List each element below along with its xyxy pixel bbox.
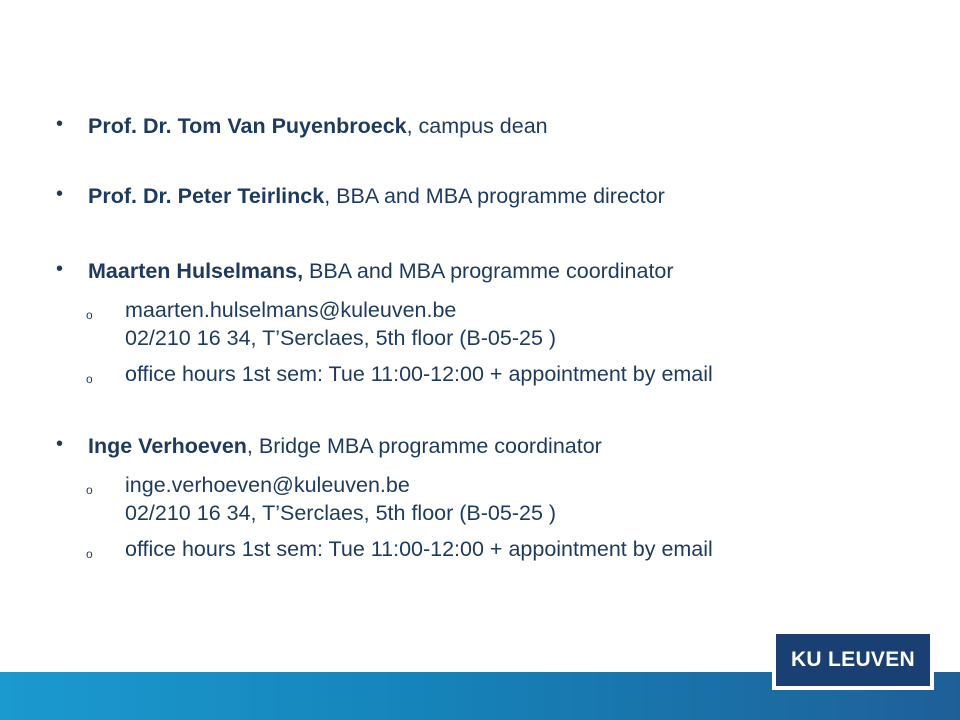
person-item-director [0, 181, 960, 215]
phone-location: 02/210 16 34, T’Serclaes, 5th floor (B-05-25 ) [125, 501, 557, 525]
sub-bullet-icon: o [86, 308, 93, 322]
person-role: , campus dean [406, 114, 548, 138]
person-item-bridge-coordinator [0, 431, 960, 465]
person-role: , Bridge MBA programme coordinator [246, 434, 602, 458]
person-name: Maarten Hulselmans, [88, 259, 304, 283]
phone-location: 02/210 16 34, T’Serclaes, 5th floor (B-05-25 ) [125, 326, 557, 350]
sub-bullet-icon: o [86, 547, 93, 561]
person-role: BBA and MBA programme coordinator [303, 259, 674, 283]
bullet-icon: • [56, 183, 64, 205]
email-link[interactable]: maarten.hulselmans@kuleuven.be [125, 298, 457, 322]
person-line [88, 256, 674, 286]
ku-leuven-logo [772, 630, 934, 690]
person-line [88, 181, 665, 211]
bullet-icon: • [56, 258, 64, 280]
logo-text: KU LEUVEN [790, 648, 916, 671]
person-item-bba-coordinator [0, 256, 960, 290]
sub-bullet-icon: o [86, 372, 93, 386]
person-name: Inge Verhoeven [88, 434, 247, 458]
email-link[interactable]: inge.verhoeven@kuleuven.be [125, 473, 410, 497]
sub-bullet-icon: o [86, 483, 93, 497]
person-line [88, 431, 602, 461]
bullet-icon: • [56, 113, 64, 135]
person-line [88, 111, 548, 141]
person-name: Prof. Dr. Tom Van Puyenbroeck [88, 114, 407, 138]
office-hours: office hours 1st sem: Tue 11:00-12:00 + appointment by email [125, 362, 713, 386]
office-hours: office hours 1st sem: Tue 11:00-12:00 + appointment by email [125, 537, 713, 561]
person-role: , BBA and MBA programme director [324, 184, 665, 208]
bullet-icon: • [56, 433, 64, 455]
person-name: Prof. Dr. Peter Teirlinck [88, 184, 325, 208]
person-item-dean [0, 111, 960, 145]
logo-background [776, 634, 930, 686]
